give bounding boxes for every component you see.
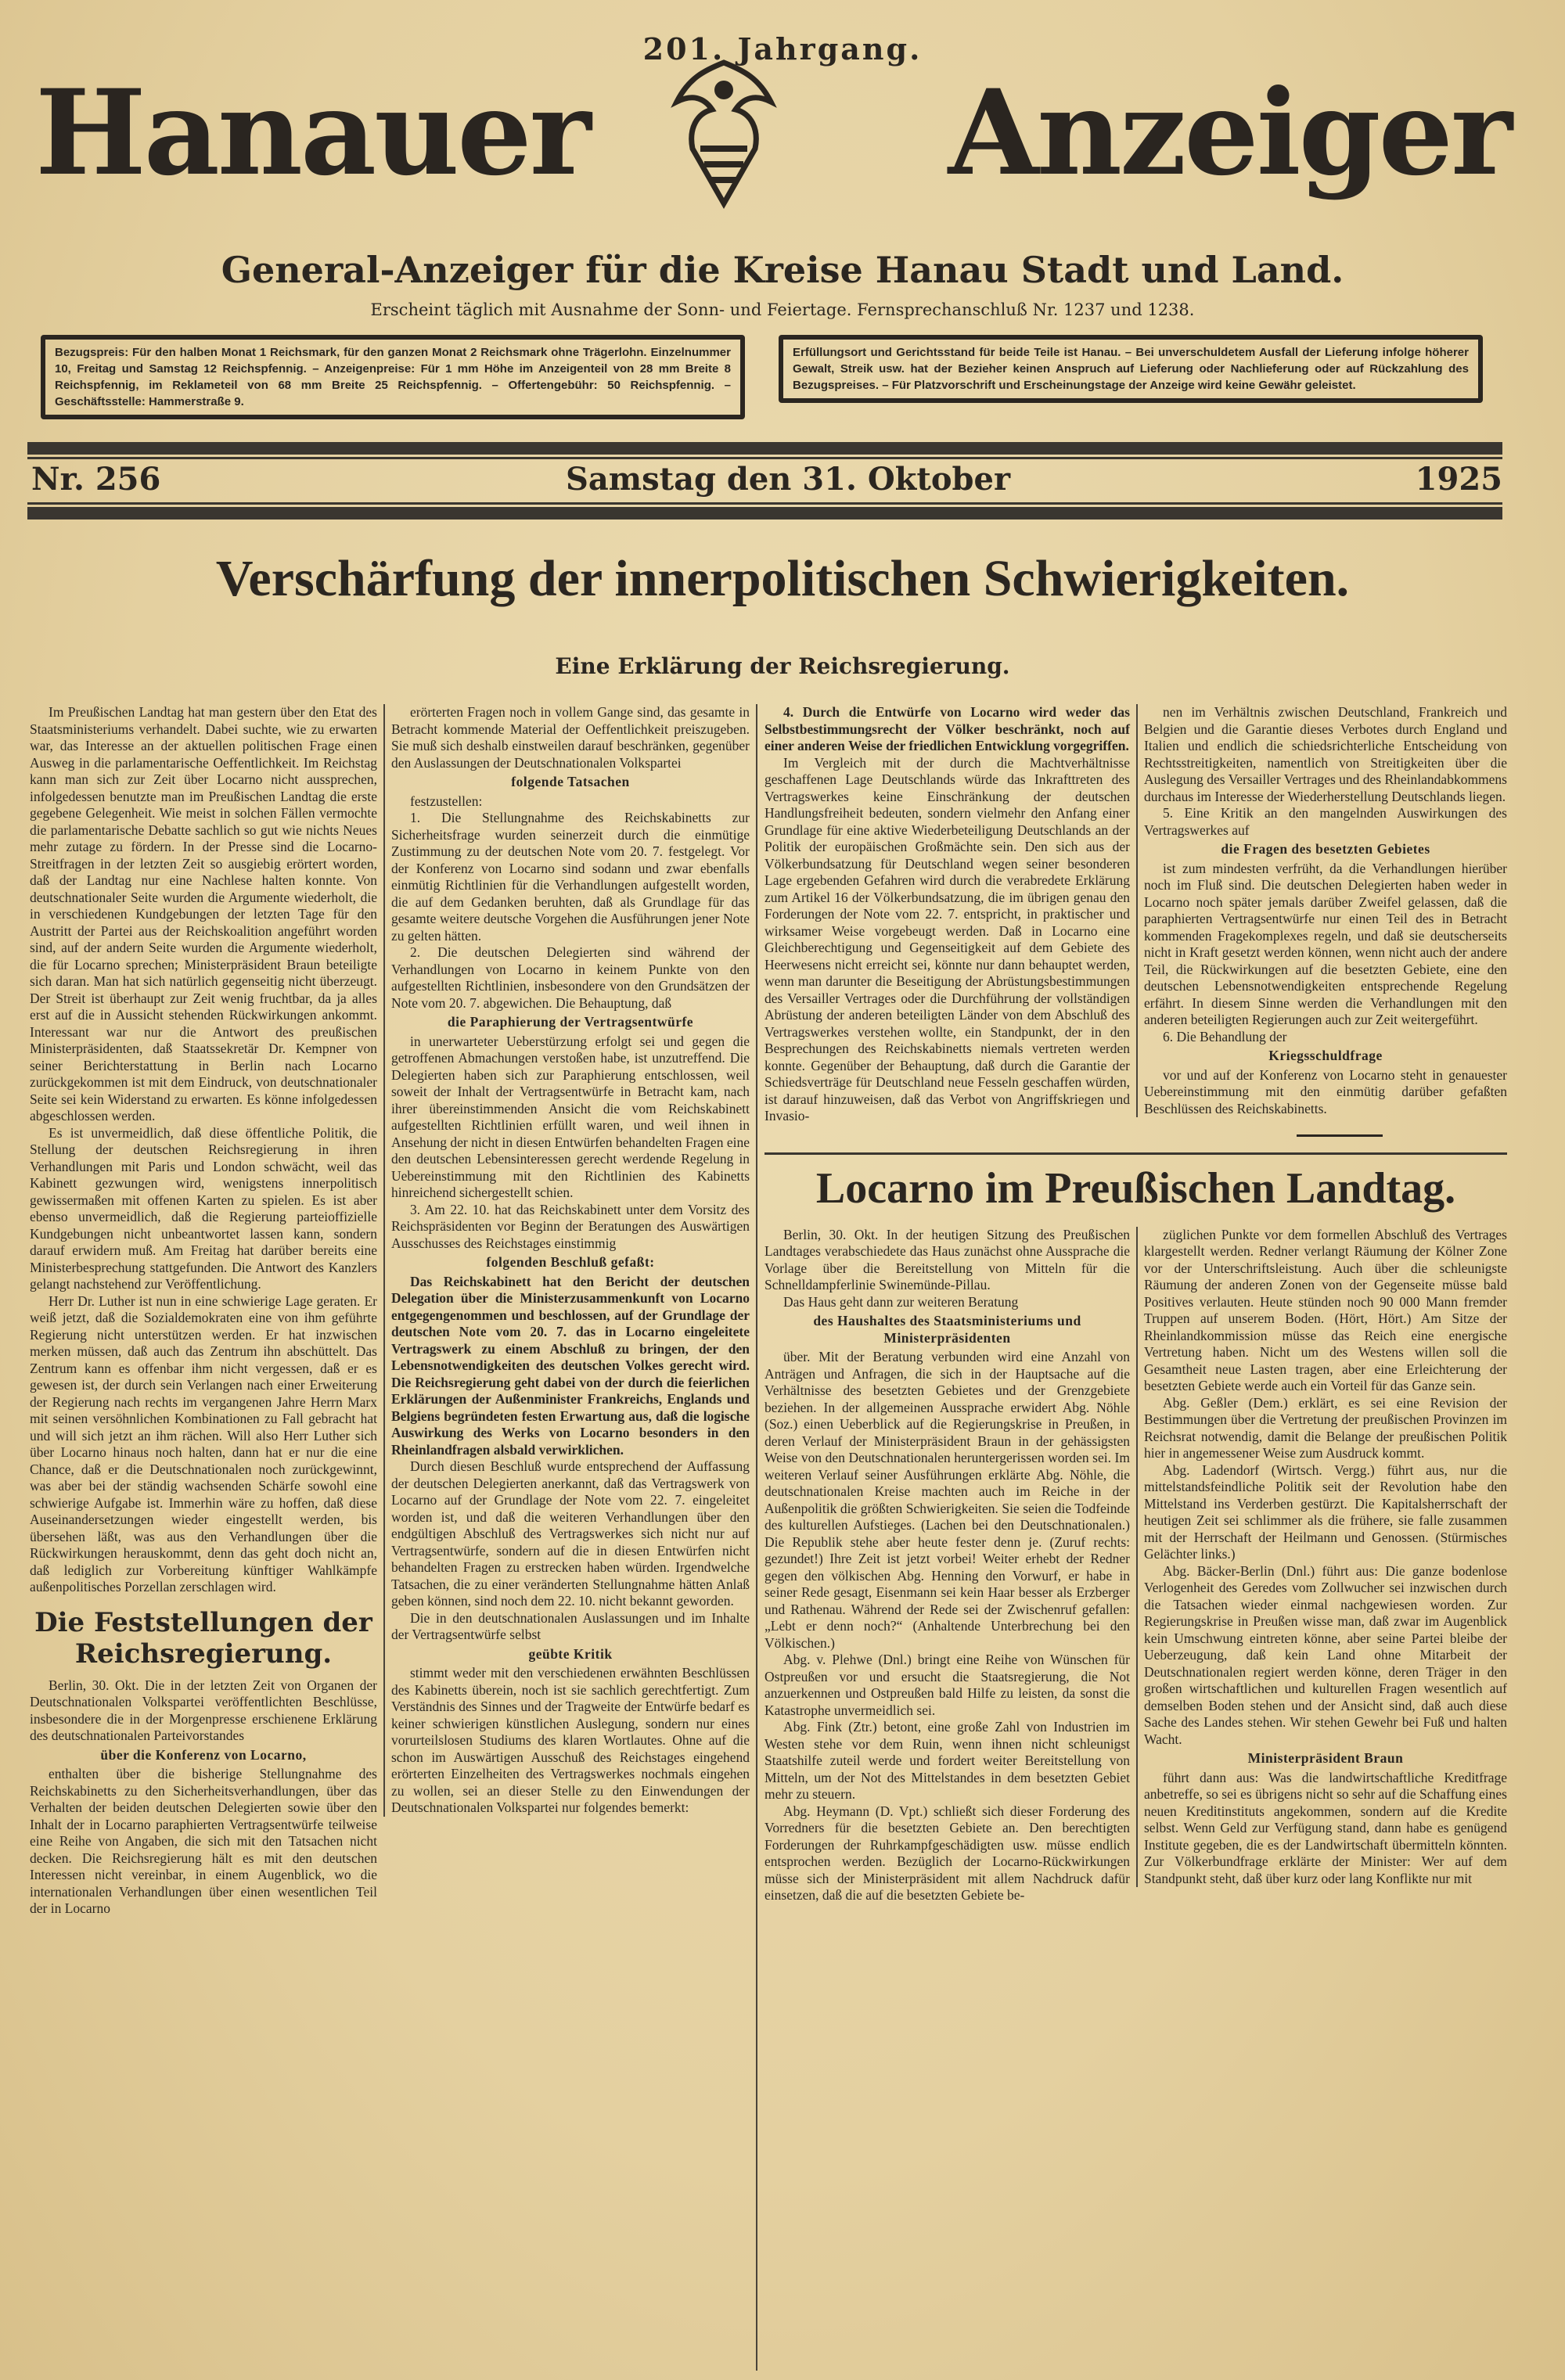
main-headline: Verschärfung der innerpolitischen Schwierigkeiten. [215, 550, 1350, 607]
paragraph: 6. Die Behandlung der [1163, 1028, 1287, 1044]
end-rule [1297, 1134, 1383, 1137]
paragraph: nen im Verhältnis zwischen Deutschland, Frankreich und Belgien und die Garantie dieses Verbotes durch England und Italien und endlich die schiedsrichterliche Entscheidung von Rechtsstreitigkeiten, namentlich von Streitigkeiten über die Auslegung des Versailler Vertrages und des Rheinlandabkommens durchaus im Interesse der Wiederherstellung Deutschlands liegen. [1144, 704, 1507, 804]
centered-subheading: die Paraphierung der Vertragsentwürfe [447, 1014, 694, 1030]
issue-date: Samstag den 31. Oktober [565, 461, 1011, 498]
paragraph: erörterten Fragen noch in vollem Gange sind, das gesamte in Betracht kommende Material der Oeffentlichkeit preiszugeben. Sie muß sich deshalb einstweilen darauf beschränken, gegenüber den Auslassungen der Deutschnationalen Volkspartei [391, 704, 750, 771]
paragraph: in unerwarteter Ueberstürzung erfolgt sei und gegen die getroffenen Abmachungen verstoßen habe, ist unzutreffend. Die Delegierten haben sich zur Paraphierung entschlossen, weil soweit der Inhalt der Vertragsentwürfe in Betracht kam, nach ihrer übereinstimmenden Ansicht die vom Reichskabinett aufgestellten Richtlinien erfüllt waren, und weil ihnen in Ansehung der nicht in diesen Entwürfen behandelten Fragen eine den deutschen Lebensinteressen gerecht werdende Regelung in Uebereinstimmung mit den Richtlinien des Kabinetts hinreichend sichergestellt schien. [391, 1033, 750, 1200]
paragraph: 2. Die deutschen Delegierten sind während der Verhandlungen von Locarno in keinem Punkte von den aufgestellten Richtlinien, insbesondere von den Grundsätzen der Note vom 20. 7. abgewichen. Die Behauptung, daß [391, 944, 750, 1011]
paragraph: Das Haus geht dann zur weiteren Beratung [783, 1293, 1019, 1310]
centered-subheading: folgende Tatsachen [511, 774, 630, 789]
article-column-4 [1136, 704, 1507, 1117]
paragraph: 3. Am 22. 10. hat das Reichskabinett unter dem Vorsitz des Reichspräsidenten vor Beginn der Beratungen des Auswärtigen Ausschusses des Reichstages einstimmig [391, 1201, 750, 1251]
publication-info: Erscheint täglich mit Ausnahme der Sonn- und Feiertage. Fernsprechanschluß Nr. 1237 und 1238. [370, 300, 1195, 319]
rule-bottom [27, 507, 1502, 520]
article-column-2 [383, 704, 756, 1817]
centered-subheading: Kriegsschuldfrage [1268, 1048, 1383, 1063]
second-headline: Locarno im Preußischen Landtag. [815, 1163, 1456, 1213]
paragraph: Im Preußischen Landtag hat man gestern über den Etat des Staatsministeriums verhandelt. Dabei suchte, wie zu erwarten war, das Interesse an der aktuellen politischen Frage einen Ausweg in die parlamentarische Oeffentlichkeit. Im Reichstag kann man sich zur Zeit über Locarno nicht aussprechen, infolgedessen benutzte man im Preußischen Landtag die erste gegebene Gelegenheit. Wie meist in solchen Fällen vermochte die parlamentarische Debatte sachlich so gut wie nichts Neues mehr zutage zu fördern. In der Presse sind die Locarno-Streitfragen in der letzten Zeit so ausgiebig erörtert worden, daß der Landtag nur eine Nachlese halten konnte. Von deutschnationaler Seite wurden die Argumente wiederholt, die in verschiedenen Kundgebungen der letzten Tage für den Austritt der Partei aus der Reichskoalition angeführt worden sind, auf der andern Seite wurden die Argumente wiederholt, die für Locarno sprechen; Ministerpräsident Braun beteiligte sich daran. Man hat sich natürlich gegenseitig nicht überzeugt. Der Streit ist überhaupt zur Zeit wenig fruchtbar, da ja alles erst auf die in Aussicht stehenden Rückwirkungen ankommt. Interessant war nur die Antwort des preußischen Ministerpräsidenten, daß Staatssekretär Dr. Kempner von seiner Berichterstattung in Berlin nach Locarno zurückgekommen ist mit dem Eindruck, von deutschnationaler Seite sei kein Widerstand zu erwarten. Es könne infolgedessen abgeschlossen werden. [30, 704, 377, 1123]
paragraph: vor und auf der Konferenz von Locarno steht in genauester Uebereinstimmung mit den einmütig darüber gefaßten Beschlüssen des Reichskabinetts. [1144, 1066, 1507, 1116]
rule-top-thin [27, 457, 1502, 459]
paragraph: Die in den deutschnationalen Auslassungen und im Inhalte der Vertragsentwürfe selbst [391, 1609, 750, 1642]
paragraph: Herr Dr. Luther ist nun in eine schwierige Lage geraten. Er weiß jetzt, daß die Sozialdemokraten eine von ihm geführte Regierung nicht unterstützen werden. Er hat inzwischen merken müssen, daß auch das Zentrum ihn abschüttelt. Das Zentrum kann es offenbar ihm nicht vergessen, daß er es gewesen ist, der durch sein Verlangen nach einer Erweiterung der Regierung nach rechts im vergangenen Jahre Herrn Marx mit seinen versöhnlichen Kombinationen zu Fall gebracht hat und will sich jetzt an ihm rächen. Will also Herr Luther sich über Locarno hinaus noch halten, dann hat er nur die eine Chance, daß er die Deutschnationalen noch zurückgewinnt, was aber bei der ständig wachsenden Schärfe sowohl eine schwierige Aufgabe ist. Immerhin wäre zu hoffen, daß diese Auseinandersetzungen wieder eingestellt werden, bis übersehen läßt, was aus den Verhandlungen über die Rückwirkungen herauskommt, denn das geht doch nicht an, daß lediglich zur Vorbereitung künftiger Wahlkämpfe außenpolitisches Porzellan zerschlagen wird. [30, 1292, 377, 1594]
paragraph: festzustellen: [410, 793, 483, 809]
dateline [31, 460, 1502, 499]
article-column-3 [765, 704, 1136, 1125]
centered-subheading: des Haushaltes des Staatsministeriums und Ministerpräsidenten [813, 1313, 1081, 1346]
paragraph: Im Vergleich mit der durch die Machtverhältnisse geschaffenen Lage Deutschlands würde das Inkrafttreten des Vertragswerkes keine Einschränkung der deutschen Handlungsfreiheit bedeuten, sondern vielmehr den Anfang einer Grundlage für eine aktive Wiederbeteiligung Deutschlands an der Politik der europäischen Großmächte sein. Den sich aus der Völkerbundsatzung für Deutschland wegen seiner besonderen Lage ergebenden Gefahren wird durch die verabredete Erklärung zum Artikel 16 der Völkerbundsatzung, die im übrigen genau den Forderungen der Note vom 22. 7. entspricht, in praktischer und wirksamer Weise vorgebeugt werden. Daß in Locarno eine Gleichberechtigung und Gegenseitigkeit auf dem Gebiete des Heerwesens nicht erreicht sei, könnte nur dann behauptet werden, wenn man darunter die Beseitigung der Abrüstungsbestimmungen des Versailler Vertrages oder die Durchführung der vollständigen Abrüstung der anderen beteiligten Länder von dem Abschluß des Vertragswerkes verstehen wollte, ein Standpunkt, der in den Besprechungen des Reichskabinetts niemals vertreten werden konnte. Gegenüber der Behauptung, daß durch die Garantie der Schiedsverträge für Deutschland neue Fesseln geschaffen würden, ist darauf hinzuweisen, daß das Verbot von Angriffskriegen und Invasio- [765, 754, 1130, 1123]
paragraph: züglichen Punkte vor dem formellen Abschluß des Vertrages klargestellt werden. Redner verlangt Räumung der Kölner Zone vor der Unterschriftsleistung. Auch über die schleunigste Räumung der anderen Zonen von der Gegenseite müsse bald Positives verlauten. Heute stünden noch 90 000 Mann fremder Truppen auf unserem Boden. (Hört, Hört.) Am Sitze der Rheinlandkommission müsse das Reich eine energische Vertretung haben. Nicht um des Westens willen soll die Gesamtheit neue Lasten tragen, aber eine Erleichterung der besetzten Gebiete werde auch ein Vorteil für das Ganze sein. [1144, 1226, 1507, 1393]
centered-subheading: geübte Kritik [528, 1645, 613, 1662]
paragraph: stimmt weder mit den verschiedenen erwähnten Beschlüssen des Kabinetts überein, noch ist sie sachlich gerechtfertigt. Zum Verständnis des Sinnes und der Tragweite der Entwürfe bedarf es keiner schwierigen künstlichen Auslegung, sondern nur eines vorurteilslosen Studiums des klaren Wortlautes. Ohne auf die schon im Auswärtigen Ausschuß des Reichstages eingehend erörterten Einzelheiten des Vertragswerkes nochmals eingehen zu wollen, sei an dieser Stelle zu den Einwendungen der Deutschnationalen Volkspartei nur folgendes bemerkt: [391, 1665, 750, 1815]
masthead-subtitle: General-Anzeiger für die Kreise Hanau Stadt und Land. [221, 249, 1344, 291]
rule-top [27, 442, 1502, 455]
paragraph: ist zum mindesten verfrüht, da die Verhandlungen hierüber noch im Fluß sind. Die deutschen Delegierten haben weder in Locarno noch später jemals darüber Zweifel gelassen, daß die paraphierten Vertragsentwürfe nur einen Teil des in Betracht kommenden Fragekomplexes regeln, und daß sie deutscherseits nicht in Kraft gesetzt werden können, wenn nicht auch der andere Teil, die Rückwirkungen auf die besetzten Gebiete, eine den deutschen Lebensnotwendigkeiten entsprechende Regelung erfährt. In diesem Sinne werden die Verhandlungen mit den anderen beteiligten Regierungen auch zur Zeit weitergeführt. [1144, 860, 1507, 1027]
main-subheadline: Eine Erklärung der Reichsregierung. [555, 653, 1010, 679]
paragraph: Abg. Fink (Ztr.) betont, eine große Zahl von Industrien im Westen stehe vor dem Ruin, wenn ihnen nicht schleunigst Staatshilfe zuteil werde und fordert weiter Bereitstellung von Mitteln, um der Not des Mittelstandes in dem besetzten Gebiet mehr zu steuern. [765, 1719, 1130, 1802]
article2-column-3 [765, 1227, 1136, 1904]
subscription-price-box: Bezugspreis: Für den halben Monat 1 Reichsmark, für den ganzen Monat 2 Reichsmark ohne Trägerlohn. Einzelnummer 10, Freitag und Samstag 12 Reichspfennig. – Anzeigenpreise: Für 1 mm Höhe im Anzeigenteil von 28 mm Breite 8 Reichspfennig, im Reklameteil von 68 mm Breite 25 Reichspfennig. – Offertengebühr: 50 Reichspfennig. – Geschäftsstelle: Hammerstraße 9. [41, 335, 745, 419]
paragraph: 5. Eine Kritik an den mangelnden Auswirkungen des Vertragswerkes auf [1144, 805, 1507, 838]
issue-year: 1925 [1415, 461, 1502, 498]
volume-line: 201. Jahrgang. [642, 31, 923, 67]
paragraph: Abg. Bäcker-Berlin (Dnl.) führt aus: Die ganze bodenlose Verlogenheit des Geredes vom Zollwucher sei inzwischen durch die Tatsachen wieder einmal nachgewiesen worden. Zur Regierungskrise in Preußen wisse man, daß zwar im Augenblick kein Umschwung eintreten könne, aber seine Partei bleibe der Ueberzeugung, daß kein Land ohne Mitarbeit der Deutschnationalen regiert werden könne, deren Träger in den großen wirtschaftlichen und kulturellen Fragen wesentlich auf demselben Boden stehen und der Ansicht sind, daß auch diese Sache des Landes stehen. Wir stehen Gewehr bei Fuß und halten Wacht. [1144, 1562, 1507, 1747]
right-columns [756, 704, 1507, 2371]
paragraph: Abg. Geßler (Dem.) erklärt, es sei eine Revision der Bestimmungen über die Vertretung der preußischen Provinzen im Reichsrat notwendig, damit die Belange der preußischen Politik hier in angemessener Weise zum Ausdruck kommt. [1144, 1394, 1507, 1461]
paragraph: Das Reichskabinett hat den Bericht der deutschen Delegation über die Ministerzusammenkunft von Locarno entgegengenommen und beschlossen, auf der Grundlage der deutschen Note vom 20. 7. das in Locarno eingeleitete Vertragswerk zu einem Abschluß zu bringen, der den Lebensnotwendigkeiten des deutschen Volkes gerecht wird. Die Reichsregierung geht dabei von der durch die feierlichen Erklärungen der Außenminister Frankreichs, Englands und Belgiens begründeten festen Erwartung aus, daß die logische Auswirkung des Werks von Locarno besonders in den Rheinlandfragen alsbald verwirklichen. [391, 1273, 750, 1458]
section-rule [765, 1152, 1507, 1155]
eagle-crest-icon [657, 55, 790, 211]
centered-subheading: die Fragen des besetzten Gebietes [1221, 841, 1430, 857]
article2-column-4 [1136, 1227, 1507, 1888]
paragraph: enthalten über die bisherige Stellungnahme des Reichskabinetts zu den Sicherheitsverhandlungen, über das Verhalten der beiden deutschen Delegierten sowie über den Inhalt der in Locarno paraphierten Vertragsentwürfe teilweise eine Reihe von Angaben, die sich mit den Tatsachen nicht decken. Die Reichsregierung hält es mit den deutschen Interessen nicht vereinbar, in einem Augenblick, wo die internationalen Verhandlungen über einen wesentlichen Teil der in Locarno [30, 1766, 377, 1916]
paragraph: über. Mit der Beratung verbunden wird eine Anzahl von Anträgen und Anfragen, die sich in der Hauptsache auf die Verhältnisse des besetzten Gebietes und der Grenzgebiete beziehen. In der allgemeinen Aussprache erwidert Abg. Nöhle (Soz.) einen Ueberblick auf die Regierungskrise in Preußen, in deren Verlauf der Ministerpräsident Braun in der gehässigsten Weise von den Deutschnationalen heruntergerissen worden sei. Im weiteren Verlauf seiner Ausführungen erklärte Abg. Nöhle, die deutschnationalen Kreise machten auch im Reiche in der Außenpolitik die größten Schwierigkeiten. Sie seien die Todfeinde des kulturellen Aufstieges. (Lachen bei den Deutschnationalen.) Die Republik stehe aber heute fester denn je. (Zuruf rechts: gezundet!) Ihre Zeit ist jetzt vorbei! Weiter erhebt der Redner gegen den völkischen Abg. Henning den Vorwurf, er habe in seiner Rede gesagt, Eisenmann sei kein Haar besser als Erzberger und Rathenau. Während der Rede sei der Zwischenruf gefallen: „Lebt er denn noch?“ (Anhaltende Unterbrechung bei den Völkischen.) [765, 1349, 1130, 1651]
paragraph: Abg. Heymann (D. Vpt.) schließt sich dieser Forderung des Vorredners für die besetzten Gebiete an. Den berechtigten Forderungen der Ruhrkampfgeschädigten usw. müsse endlich entsprochen werden. Bezüglich der Locarno-Rückwirkungen müsse sich der Ministerpräsident mit allem Nachdruck dafür einsetzen, daß die auf die besetzten Gebiete be- [765, 1803, 1130, 1903]
left-columns [30, 704, 756, 1918]
paragraph: 4. Durch die Entwürfe von Locarno wird weder das Selbstbestimmungsrecht der Völker beschränkt, noch auf einer anderen Weise der friedlichen Entwicklung vorgegriffen. [765, 704, 1130, 753]
paragraph: Durch diesen Beschluß wurde entsprechend der Auffassung der deutschen Delegierten anerkannt, daß das Vertragswerk von Locarno auf der Grundlage der Note vom 22. 7. eingeleitet worden ist, und daß die weiteren Verhandlungen über den endgültigen Abschluß des Vertragswerkes sich nicht nur auf Vertragsentwürfe, sondern auf die in diesen Entwürfen nicht behandelten Fragen zu erstrecken haben würden. Irgendwelche Tatsachen, die zu einer veränderten Stellungnahme hätten Anlaß geben können, sind noch dem 22. 10. nicht bekannt geworden. [391, 1458, 750, 1609]
centered-subheading: über die Konferenz von Locarno, [100, 1746, 307, 1763]
paragraph: Berlin, 30. Okt. In der heutigen Sitzung des Preußischen Landtages verabschiedete das Haus zunächst ohne Aussprache die Vorlage über die Bereitstellung von Mitteln für die Schnelldampferlinie Swinemünde-Pillau. [765, 1226, 1130, 1292]
article-column-1 [30, 704, 383, 1918]
centered-subheading: Ministerpräsident Braun [1247, 1750, 1404, 1766]
paragraph: Abg. Ladendorf (Wirtsch. Vergg.) führt aus, nur die mittelstandsfeindliche Politik seit der Revolution habe den Mittelstand ins Verderben gestürzt. Die Kapitalsherrschaft der heutigen Zeit sei schlimmer als die frühere, sie falle zusammen mit der Herrschaft der Heilmann und Genossen. (Stürmisches Gelächter links.) [1144, 1461, 1507, 1562]
terms-box: Erfüllungsort und Gerichtsstand für beide Teile ist Hanau. – Bei unverschuldetem Ausfall der Lieferung infolge höherer Gewalt, Streik usw. hat der Bezieher keinen Anspruch auf Lieferung oder Nachlieferung oder auf Rückzahlung des Bezugspreises. – Für Platzvorschrift und Erscheinungstage der Anzeige wird keine Gewähr geleistet. [779, 335, 1483, 403]
rule-bottom-thin [27, 502, 1502, 505]
paragraph: Es ist unvermeidlich, daß diese öffentliche Politik, die Stellung der deutschen Reichsregierung in ihren Verhandlungen mit Paris und London schwächt, weil das Kabinett gezwungen wird, wenigstens innerpolitisch gewissermaßen mit offenen Karten zu spielen. Es ist aber ebenso unvermeidlich, daß die Regierung parteioffizielle Kundgebungen nicht unbeantwortet lassen kann, sondern darauf erwidern muß. Am Freitag hat darüber bereits eine Ministerbesprechung stattgefunden. Die Antwort des Kanzlers gelangt nachstehend zur Veröffentlichung. [30, 1124, 377, 1292]
paragraph: 1. Die Stellungnahme des Reichskabinetts zur Sicherheitsfrage wurden seinerzeit durch die einmütige Zustimmung zu der deutschen Note vom 20. 7. festgelegt. Vor der Konferenz von Locarno sind sodann und zwar ebenfalls einmütig Richtlinien für die Verhandlungen aufgestellt worden, die auf dem Gedanken beruhten, daß als Grundlage für das gesamte weitere deutsche Vorgehen die Ausführungen jener Note zu gelten hätten. [391, 810, 750, 944]
masthead-title-left: Hanauer [35, 64, 589, 202]
paragraph: Berlin, 30. Okt. Die in der letzten Zeit von Organen der Deutschnationalen Volkspartei veröffentlichten Beschlüsse, insbesondere die in der Morgenpresse erschienene Erklärung des deutschnationalen Parteivorstandes [30, 1677, 377, 1743]
issue-number: Nr. 256 [31, 461, 161, 498]
paragraph: führt dann aus: Was die landwirtschaftliche Kreditfrage anbetreffe, so sei es übrigens nicht so sehr auf die Schaffung eines neuen Kreditinstituts angekommen, sondern auf die Kredite selbst. Wenn Geld zur Verfügung stand, dann habe es genügend Institute gegeben, die es der Landwirtschaft übermitteln könnten. Zur Völkerbundfrage erklärte der Minister: Wer auf dem Standpunkt steht, daß über kurz oder lang Konflikte nur mit [1144, 1769, 1507, 1886]
section-heading: Die Feststellungen der Reichsregierung. [34, 1606, 372, 1670]
paragraph: Abg. v. Plehwe (Dnl.) bringt eine Reihe von Wünschen für Ostpreußen vor und ersucht die Staatsregierung, die Not anzuerkennen und Ostpreußen bald Hilfe zu leisten, da sonst die Katastrophe unvermeidlich sei. [765, 1652, 1130, 1718]
centered-subheading: folgenden Beschluß gefaßt: [486, 1254, 655, 1270]
masthead-title-right: Anzeiger [948, 64, 1510, 202]
